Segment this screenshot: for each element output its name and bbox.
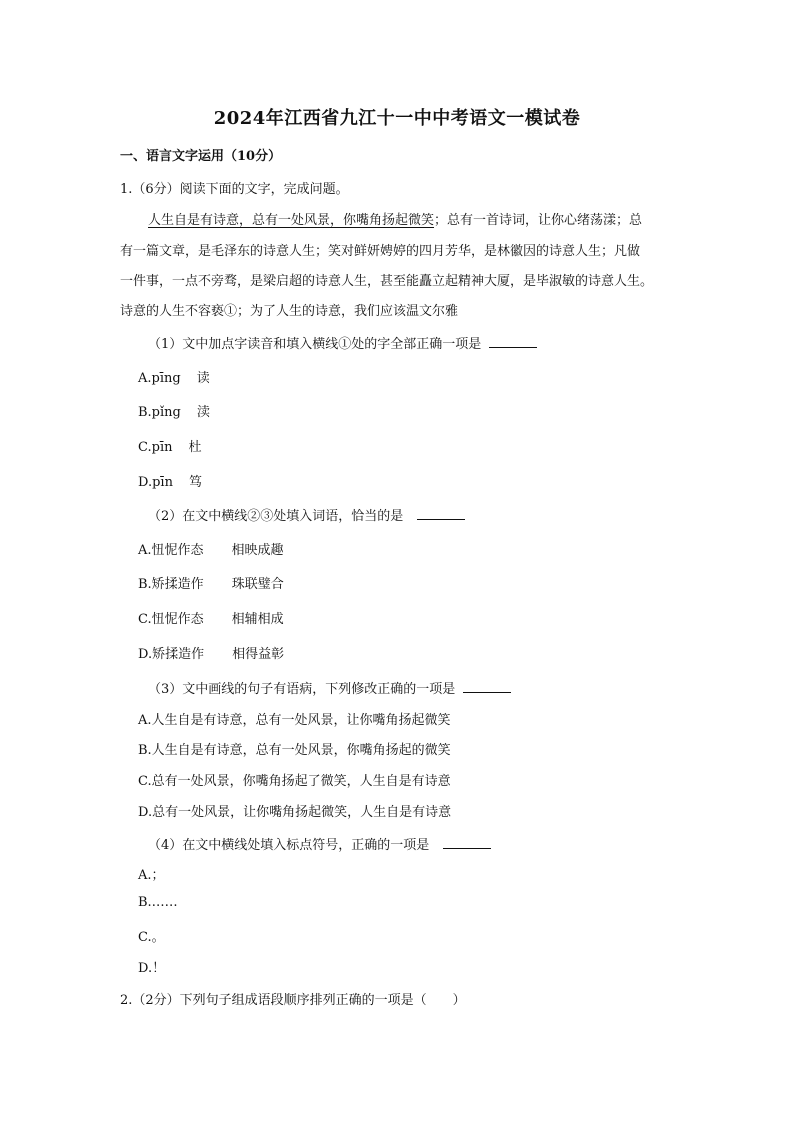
- section-heading: 一、语言文字运用（10分）: [120, 149, 282, 164]
- option-word-2: 珠联璧合: [231, 577, 284, 592]
- sub1-option-d: [138, 471, 202, 490]
- option-pinyin: C.pīn: [138, 440, 173, 455]
- sub-question-2: [148, 505, 465, 524]
- sub-question-1: [148, 333, 537, 352]
- option-pinyin: A.pīng: [138, 371, 181, 386]
- option-char: 读: [196, 371, 210, 386]
- sub1-option-a: [138, 367, 210, 386]
- answer-blank: [417, 507, 465, 520]
- option-word-2: 相映成趣: [231, 543, 284, 558]
- passage-line-1: [148, 209, 642, 228]
- option-word-1: B.矫揉造作: [138, 577, 204, 592]
- option-pinyin: D.pīn: [138, 475, 173, 490]
- passage-line-2: 有一篇文章，是毛泽东的诗意人生；笑对鲜妍娉婷的四月芳华，是林徽因的诗意人生；凡做: [120, 244, 641, 259]
- option-char: 渎: [196, 405, 210, 420]
- sub-question-1-stem: （1）文中加点字读音和填入横线①处的字全部正确一项是: [148, 337, 482, 352]
- answer-blank: [489, 335, 537, 348]
- sub3-option-b: B.人生自是有诗意，总有一处风景，你嘴角扬起的微笑: [138, 743, 451, 758]
- question-2-header: 2.（2分）下列句子组成语段顺序排列正确的一项是（ ）: [120, 993, 466, 1008]
- option-word-2: 相得益彰: [232, 647, 285, 662]
- passage-line-1-rest: ；总有一首诗词，让你心绪荡漾；总: [434, 213, 643, 228]
- answer-blank: [463, 680, 511, 693]
- sub4-option-a: A.；: [138, 868, 165, 883]
- answer-blank: [443, 836, 491, 849]
- option-word-2: 相辅相成: [231, 612, 284, 627]
- sub4-option-c: C.。: [138, 930, 165, 945]
- option-char: 杜: [188, 440, 202, 455]
- option-word-1: D.矫揉造作: [138, 647, 205, 662]
- sub-question-4: [148, 834, 491, 853]
- sub-question-3: [148, 678, 511, 697]
- option-char: 笃: [188, 475, 202, 490]
- sub2-option-b: [138, 573, 284, 592]
- sub2-option-d: [138, 643, 284, 662]
- page-title: 2024年江西省九江十一中中考语文一模试卷: [213, 108, 581, 129]
- option-word-1: C.忸怩作态: [138, 612, 204, 627]
- sub2-option-c: [138, 608, 284, 627]
- sub4-option-b: B.……: [138, 895, 178, 910]
- sub-question-2-stem: （2）在文中横线②③处填入词语，恰当的是: [148, 509, 404, 524]
- sub-question-4-stem: （4）在文中横线处填入标点符号，正确的一项是: [148, 838, 430, 853]
- passage-line-3: 一件事，一点不旁骛，是梁启超的诗意人生，甚至能矗立起精神大厦，是毕淑敏的诗意人生。: [120, 274, 654, 289]
- sub2-option-a: [138, 539, 284, 558]
- sub4-option-d: D.！: [138, 961, 166, 976]
- underlined-sentence: 人生自是有诗意，总有一处风景，你嘴角扬起微笑: [148, 213, 435, 228]
- sub3-option-a: A.人生自是有诗意，总有一处风景，让你嘴角扬起微笑: [138, 713, 451, 728]
- question-1-header: 1.（6分）阅读下面的文字，完成问题。: [120, 182, 349, 197]
- sub3-option-d: D.总有一处风景，让你嘴角扬起微笑，人生自是有诗意: [138, 805, 452, 820]
- passage-line-4: 诗意的人生不容亵①；为了人生的诗意，我们应该温文尔雅: [120, 304, 459, 319]
- sub-question-3-stem: （3）文中画线的句子有语病，下列修改正确的一项是: [148, 682, 456, 697]
- sub1-option-c: [138, 436, 201, 455]
- option-word-1: A.忸怩作态: [138, 543, 204, 558]
- option-pinyin: B.pǐng: [138, 405, 181, 420]
- sub3-option-c: C.总有一处风景，你嘴角扬起了微笑，人生自是有诗意: [138, 774, 451, 789]
- sub1-option-b: [138, 401, 210, 420]
